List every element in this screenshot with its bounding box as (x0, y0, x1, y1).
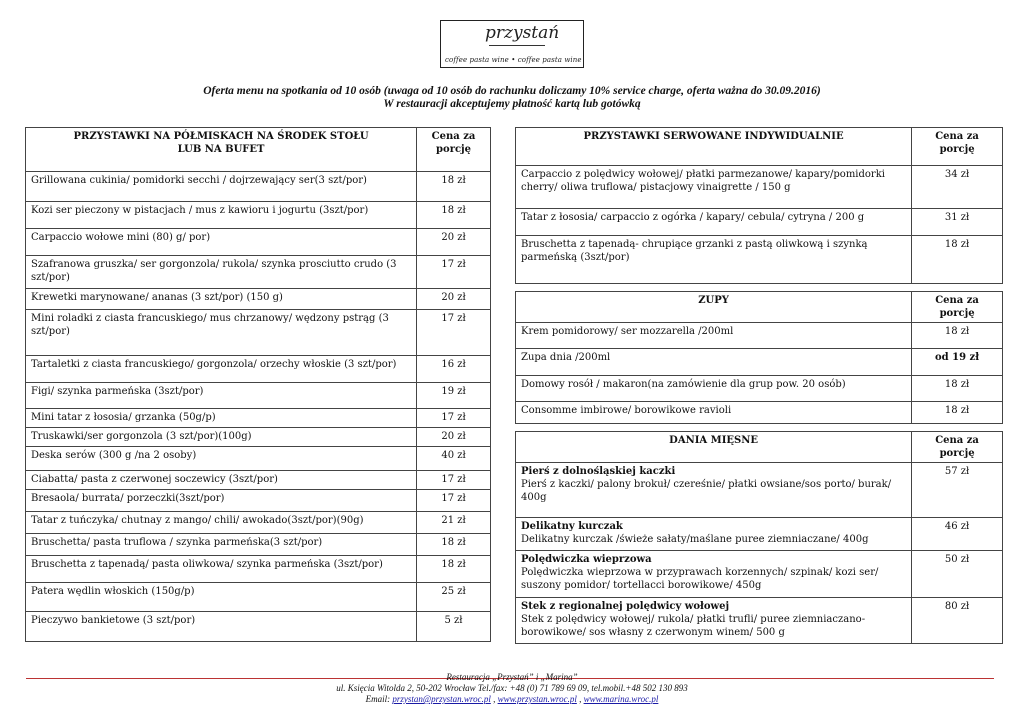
menu-item-price: od 19 zł (912, 349, 1003, 376)
menu-item-name: Carpaccio z polędwicy wołowej/ płatki parmezanowe/ kapary/pomidorki cherry/ oliwa truflowa/ pistacjowy vinaigrette / 150 g (521, 169, 885, 193)
menu-item-cell (516, 323, 912, 349)
menu-item-row (26, 447, 491, 471)
menu-item-row (516, 166, 1003, 209)
price-heading: Cena za porcję (912, 128, 1003, 166)
footer-contacts (0, 694, 1024, 705)
menu-item-name: Polędwiczka wieprzowa w przyprawach korzennych/ szpinak/ kozi ser/ suszony pomidor/ tortellacci borowikowe/ 450g (521, 567, 879, 591)
offer-header (0, 85, 1024, 111)
menu-item-price: 57 zł (912, 463, 1003, 518)
menu-item-cell (516, 166, 912, 209)
menu-item-name: Bresaola/ burrata/ porzeczki(3szt/por) (26, 490, 417, 512)
menu-item-price: 19 zł (417, 383, 491, 409)
menu-item-price: 17 zł (417, 471, 491, 490)
menu-item-name: Carpaccio wołowe mini (80) g/ por) (26, 229, 417, 256)
menu-item-name: Truskawki/ser gorgonzola (3 szt/por)(100g) (26, 428, 417, 447)
menu-item-row (516, 598, 1003, 644)
menu-item-name: Ciabatta/ pasta z czerwonej soczewicy (3szt/por) (26, 471, 417, 490)
footer-restaurant-names: Restauracja „Przystań” i „Marina” (446, 672, 578, 682)
menu-item-price: 18 zł (912, 323, 1003, 349)
menu-item-cell (516, 598, 912, 644)
right-menu-table (515, 127, 1003, 644)
menu-item-name: Patera wędlin włoskich (150g/p) (26, 583, 417, 612)
logo-name: przystań (485, 23, 560, 43)
offer-header-line1: Oferta menu na spotkania od 10 osób (uwaga od 10 osób do rachunku doliczamy 10% service charge, oferta ważna do 30.09.2016) (203, 85, 821, 97)
menu-item-price: 18 zł (912, 236, 1003, 284)
section-heading-row (516, 432, 1003, 463)
dish-title: Pierś z dolnośląskiej kaczki (521, 466, 676, 477)
menu-item-name: Figi/ szynka parmeńska (3szt/por) (26, 383, 417, 409)
menu-item-row (516, 349, 1003, 376)
menu-item-name: Domowy rosół / makaron(na zamówienie dla grup pow. 20 osób) (521, 379, 846, 390)
menu-item-price: 17 zł (417, 310, 491, 356)
menu-item-price: 20 zł (417, 289, 491, 310)
menu-item-name: Stek z polędwicy wołowej/ rukola/ płatki trufli/ puree ziemniaczano-borowikowe/ sos własny z czerwonym winem/ 500 g (521, 614, 866, 638)
menu-item-row (26, 428, 491, 447)
menu-item-row (26, 229, 491, 256)
menu-item-cell (516, 236, 912, 284)
menu-item-name: Kozi ser pieczony w pistacjach / mus z kawioru i jogurtu (3szt/por) (26, 202, 417, 229)
offer-header-line2: W restauracji akceptujemy płatność kartą lub gotówką (383, 98, 641, 110)
menu-item-price: 46 zł (912, 518, 1003, 551)
footer-separator: , (576, 694, 584, 704)
section-heading-row (516, 128, 1003, 166)
menu-item-row (516, 323, 1003, 349)
menu-item-cell (516, 518, 912, 551)
menu-item-price: 50 zł (912, 551, 1003, 598)
menu-item-name: Bruschetta z tapenadą/ pasta oliwkowa/ szynka parmeńska (3szt/por) (26, 556, 417, 583)
menu-item-price: 20 zł (417, 428, 491, 447)
menu-item-row (516, 236, 1003, 284)
menu-item-name: Krem pomidorowy/ ser mozzarella /200ml (521, 326, 734, 337)
menu-item-row (516, 376, 1003, 402)
menu-item-row (516, 518, 1003, 551)
menu-item-price: 5 zł (417, 612, 491, 642)
menu-item-row (26, 490, 491, 512)
section-heading-row (516, 292, 1003, 323)
menu-item-row (26, 202, 491, 229)
footer-email-label: Email: (365, 694, 393, 704)
menu-item-row (26, 289, 491, 310)
footer-website-marina-link[interactable]: www.marina.wroc.pl (583, 694, 659, 704)
section-heading: PRZYSTAWKI SERWOWANE INDYWIDUALNIE (516, 128, 912, 166)
menu-item-name: Pierś z kaczki/ palony brokuł/ czereśnie/ płatki owsiane/sos porto/ burak/ 400g (521, 479, 892, 503)
footer-email-link[interactable]: przystan@przystan.wroc.pl (392, 694, 491, 704)
footer-website-przystan-link[interactable]: www.przystan.wroc.pl (497, 694, 577, 704)
menu-item-row (26, 534, 491, 556)
menu-item-name: Tatar z tuńczyka/ chutnay z mango/ chili/ awokado(3szt/por)(90g) (26, 512, 417, 534)
menu-item-cell (516, 209, 912, 236)
menu-item-row (26, 409, 491, 428)
menu-item-price: 18 zł (417, 556, 491, 583)
restaurant-logo (440, 20, 584, 68)
menu-item-row (26, 172, 491, 202)
section-heading: DANIA MIĘSNE (516, 432, 912, 463)
menu-item-price: 17 zł (417, 490, 491, 512)
menu-item-cell (516, 376, 912, 402)
menu-item-name: Deska serów (300 g /na 2 osoby) (26, 447, 417, 471)
menu-item-name: Grillowana cukinia/ pomidorki secchi / dojrzewający ser(3 szt/por) (26, 172, 417, 202)
menu-item-name: Delikatny kurczak /świeże sałaty/maślane puree ziemniaczane/ 400g (521, 534, 869, 545)
menu-item-price: 18 zł (417, 534, 491, 556)
menu-item-row (26, 383, 491, 409)
menu-item-name: Mini roladki z ciasta francuskiego/ mus chrzanowy/ wędzony pstrąg (3 szt/por) (26, 310, 417, 356)
menu-item-name: Tatar z łososia/ carpaccio z ogórka / kapary/ cebula/ cytryna / 200 g (521, 212, 865, 223)
menu-item-price: 18 zł (912, 402, 1003, 424)
menu-item-row (26, 612, 491, 642)
menu-item-price: 80 zł (912, 598, 1003, 644)
appetizers-platter-table (25, 127, 491, 642)
menu-item-row (26, 512, 491, 534)
logo-tagline: coffee pasta wine • coffee pasta wine (445, 56, 582, 64)
price-heading: Cena za porcję (912, 292, 1003, 323)
dish-title: Delikatny kurczak (521, 521, 623, 532)
menu-item-price: 17 zł (417, 256, 491, 289)
menu-item-name: Consomme imbirowe/ borowikowe ravioli (521, 405, 732, 416)
menu-item-name: Mini tatar z łososia/ grzanka (50g/p) (26, 409, 417, 428)
section-spacer-cell (516, 284, 1003, 292)
menu-item-name: Bruschetta/ pasta truflowa / szynka parmeńska(3 szt/por) (26, 534, 417, 556)
menu-item-price: 16 zł (417, 356, 491, 383)
menu-item-row (26, 256, 491, 289)
menu-item-row (26, 471, 491, 490)
price-heading: Cena za porcję (417, 128, 491, 172)
menu-item-row (26, 310, 491, 356)
menu-item-price: 25 zł (417, 583, 491, 612)
menu-item-row (26, 356, 491, 383)
logo-underline (489, 45, 545, 46)
menu-item-row (516, 463, 1003, 518)
menu-item-cell (516, 463, 912, 518)
section-spacer-cell (516, 424, 1003, 432)
appetizers-platter-heading: PRZYSTAWKI NA PÓŁMISKACH NA ŚRODEK STOŁU LUB NA BUFET (26, 128, 417, 172)
section-spacer (516, 284, 1003, 292)
menu-item-name: Pieczywo bankietowe (3 szt/por) (26, 612, 417, 642)
menu-item-price: 40 zł (417, 447, 491, 471)
menu-item-name: Zupa dnia /200ml (521, 352, 611, 363)
footer-separator: , (490, 694, 498, 704)
section-spacer (516, 424, 1003, 432)
menu-item-cell (516, 402, 912, 424)
menu-item-price: 17 zł (417, 409, 491, 428)
menu-item-row (516, 551, 1003, 598)
menu-item-price: 18 zł (417, 172, 491, 202)
footer-address: ul. Księcia Witolda 2, 50-202 Wrocław Tel./fax: +48 (0) 71 789 69 09, tel.mobil.+48 502 130 893 (336, 683, 688, 693)
menu-item-price: 21 zł (417, 512, 491, 534)
menu-item-price: 18 zł (912, 376, 1003, 402)
menu-item-name: Bruschetta z tapenadą- chrupiące grzanki z pastą oliwkową i szynką parmeńską (3szt/por) (521, 239, 868, 263)
menu-item-price: 31 zł (912, 209, 1003, 236)
price-heading: Cena za porcję (912, 432, 1003, 463)
menu-item-cell (516, 551, 912, 598)
menu-item-name: Szafranowa gruszka/ ser gorgonzola/ rukola/ szynka prosciutto crudo (3 szt/por) (26, 256, 417, 289)
menu-item-row (516, 402, 1003, 424)
dish-title: Polędwiczka wieprzowa (521, 554, 652, 565)
menu-item-row (516, 209, 1003, 236)
menu-item-row (26, 583, 491, 612)
menu-item-name: Tartaletki z ciasta francuskiego/ gorgonzola/ orzechy włoskie (3 szt/por) (26, 356, 417, 383)
menu-item-cell (516, 349, 912, 376)
section-heading: ZUPY (516, 292, 912, 323)
menu-item-name: Krewetki marynowane/ ananas (3 szt/por) (150 g) (26, 289, 417, 310)
menu-item-price: 18 zł (417, 202, 491, 229)
dish-title: Stek z regionalnej polędwicy wołowej (521, 601, 730, 612)
menu-item-price: 34 zł (912, 166, 1003, 209)
menu-item-row (26, 556, 491, 583)
footer (0, 672, 1024, 705)
menu-item-price: 20 zł (417, 229, 491, 256)
